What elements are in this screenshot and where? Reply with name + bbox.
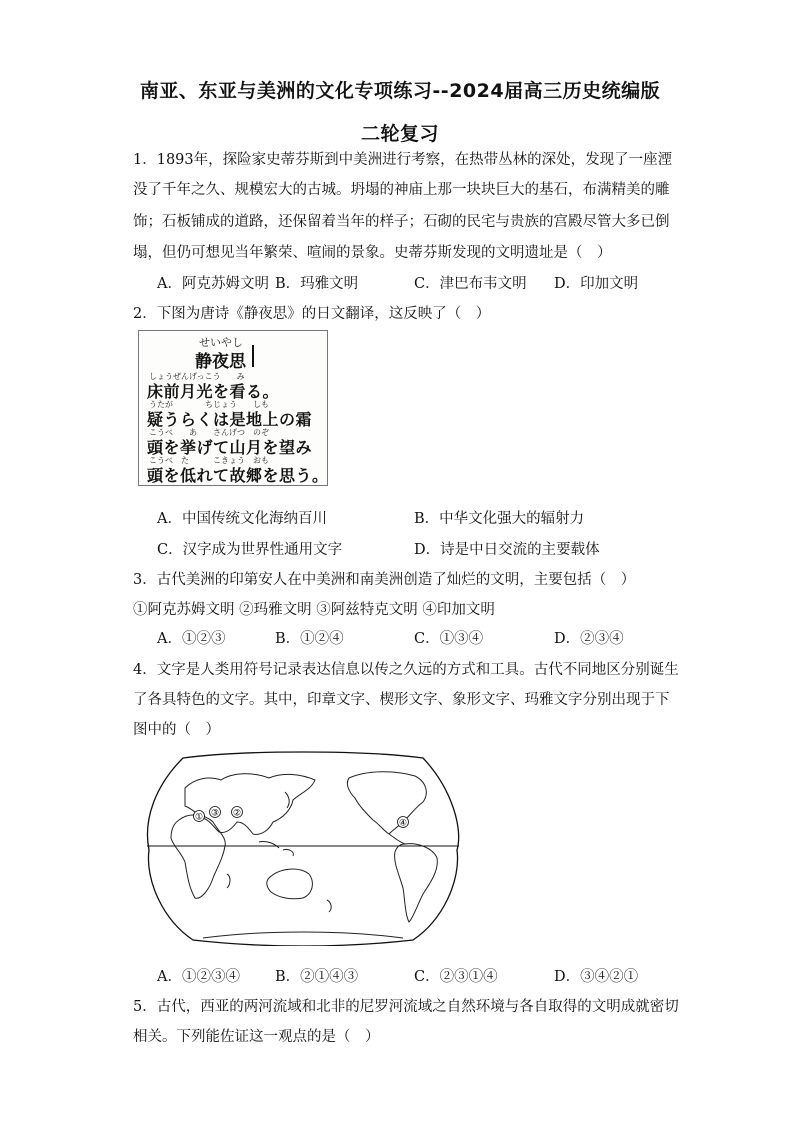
q3-items: ①阿克苏姆文明 ②玛雅文明 ③阿兹特克文明 ④印加文明 bbox=[133, 602, 495, 618]
q3-option-b[interactable]: B．①②④ bbox=[275, 631, 344, 647]
poem-line-4: 頭を低れて故郷を思う。 bbox=[147, 466, 329, 485]
map-marker-3 bbox=[210, 807, 221, 819]
q4-line-2: 了各具特色的文字。其中，印章文字、楔形文字、象形文字、玛雅文字分别出现于下 bbox=[133, 692, 670, 708]
antarctica-shape bbox=[203, 932, 403, 938]
q2-option-d[interactable]: D．诗是中日交流的主要载体 bbox=[414, 542, 600, 558]
map-marker-4 bbox=[398, 817, 409, 829]
svg-text:③: ③ bbox=[210, 808, 220, 819]
doc-title-line2: 二轮复习 bbox=[360, 123, 439, 145]
poem-line-3: 頭を挙げて山月を望み bbox=[147, 438, 313, 457]
poem-ruby-2: うたが ちじょう しも bbox=[149, 400, 269, 409]
japan-shape bbox=[285, 792, 289, 808]
q4-option-d[interactable]: D．③④②① bbox=[554, 969, 639, 985]
poem-image bbox=[138, 330, 328, 486]
q1-line-3: 饰；石板铺成的道路，还保留着当年的样子；石砌的民宅与贵族的宫殿尽管大多已倒 bbox=[133, 214, 670, 230]
north-america-shape bbox=[347, 772, 426, 834]
poem-title-ruby: せいやし bbox=[199, 336, 243, 349]
svg-text:②: ② bbox=[232, 808, 242, 819]
africa-shape bbox=[171, 812, 225, 898]
q4-option-b[interactable]: B．②①④③ bbox=[275, 969, 359, 985]
world-map bbox=[143, 750, 463, 946]
q1-line-1: 1．1893年，探险家史蒂芬斯到中美洲进行考察，在热带丛林的深处，发现了一座湮 bbox=[133, 152, 673, 168]
poem-title-bar bbox=[252, 345, 254, 367]
south-america-shape bbox=[395, 844, 438, 922]
q3-stem: 3．古代美洲的印第安人在中美洲和南美洲创造了灿烂的文明，主要包括（ ） bbox=[133, 572, 636, 588]
q3-option-c[interactable]: C．①③④ bbox=[414, 631, 484, 647]
australia-shape bbox=[267, 869, 313, 899]
q4-option-c[interactable]: C．②③①④ bbox=[414, 969, 498, 985]
q3-option-d[interactable]: D．②③④ bbox=[554, 631, 624, 647]
poem-title: 静夜思 bbox=[195, 352, 246, 372]
q1-line-4: 塌，但仍可想见当年繁荣、喧闹的景象。史蒂芬斯发现的文明遗址是（ ） bbox=[133, 245, 612, 261]
poem-ruby-3: こうべ あ さんげつ のぞ bbox=[149, 428, 269, 437]
q1-option-a[interactable]: A．阿克苏姆文明 bbox=[157, 276, 269, 292]
q4-option-a[interactable]: A．①②③④ bbox=[157, 969, 240, 985]
poem-line-1: 床前月光を看る。 bbox=[147, 382, 280, 401]
madagascar-shape bbox=[227, 874, 230, 888]
new-zealand-shape bbox=[327, 900, 331, 912]
map-marker-1 bbox=[194, 811, 205, 823]
q1-option-c[interactable]: C．津巴布韦文明 bbox=[414, 276, 527, 292]
q1-line-2: 没了千年之久、规模宏大的古城。坍塌的神庙上那一块块巨大的基石，布满精美的雕 bbox=[133, 182, 670, 198]
svg-text:④: ④ bbox=[398, 818, 408, 829]
poem-line-2: 疑うらくは是地上の霜 bbox=[147, 410, 313, 429]
svg-text:①: ① bbox=[194, 812, 204, 823]
q1-option-b[interactable]: B．玛雅文明 bbox=[275, 276, 359, 292]
q2-stem: 2．下图为唐诗《静夜思》的日文翻译，这反映了（ ） bbox=[133, 306, 491, 322]
q4-line-3: 图中的（ ） bbox=[133, 722, 220, 738]
central-america-shape bbox=[389, 834, 405, 844]
q2-option-c[interactable]: C．汉字成为世界性通用文字 bbox=[157, 542, 343, 558]
q2-option-b[interactable]: B．中华文化强大的辐射力 bbox=[414, 511, 585, 527]
q5-line-1: 5．古代，西亚的两河流域和北非的尼罗河流域之自然环境与各自取得的文明成就密切 bbox=[133, 999, 679, 1015]
q5-line-2: 相关。下列能佐证这一观点的是（ ） bbox=[133, 1029, 380, 1045]
map-marker-2 bbox=[232, 807, 243, 819]
poem-ruby-4: こうべ た こきょう おも bbox=[149, 456, 269, 465]
eurasia-shape bbox=[185, 774, 315, 835]
islands-shape bbox=[259, 841, 293, 856]
q1-option-d[interactable]: D．印加文明 bbox=[554, 276, 639, 292]
doc-title-line1: 南亚、东亚与美洲的文化专项练习--2024届高三历史统编版 bbox=[139, 80, 661, 102]
q3-option-a[interactable]: A．①②③ bbox=[157, 631, 226, 647]
q2-option-a[interactable]: A．中国传统文化海纳百川 bbox=[157, 511, 327, 527]
q4-line-1: 4．文字是人类用符号记录表达信息以传之久远的方式和工具。古代不同地区分别诞生 bbox=[133, 662, 679, 678]
poem-ruby-1: しょうぜんげっこう み bbox=[149, 372, 245, 381]
